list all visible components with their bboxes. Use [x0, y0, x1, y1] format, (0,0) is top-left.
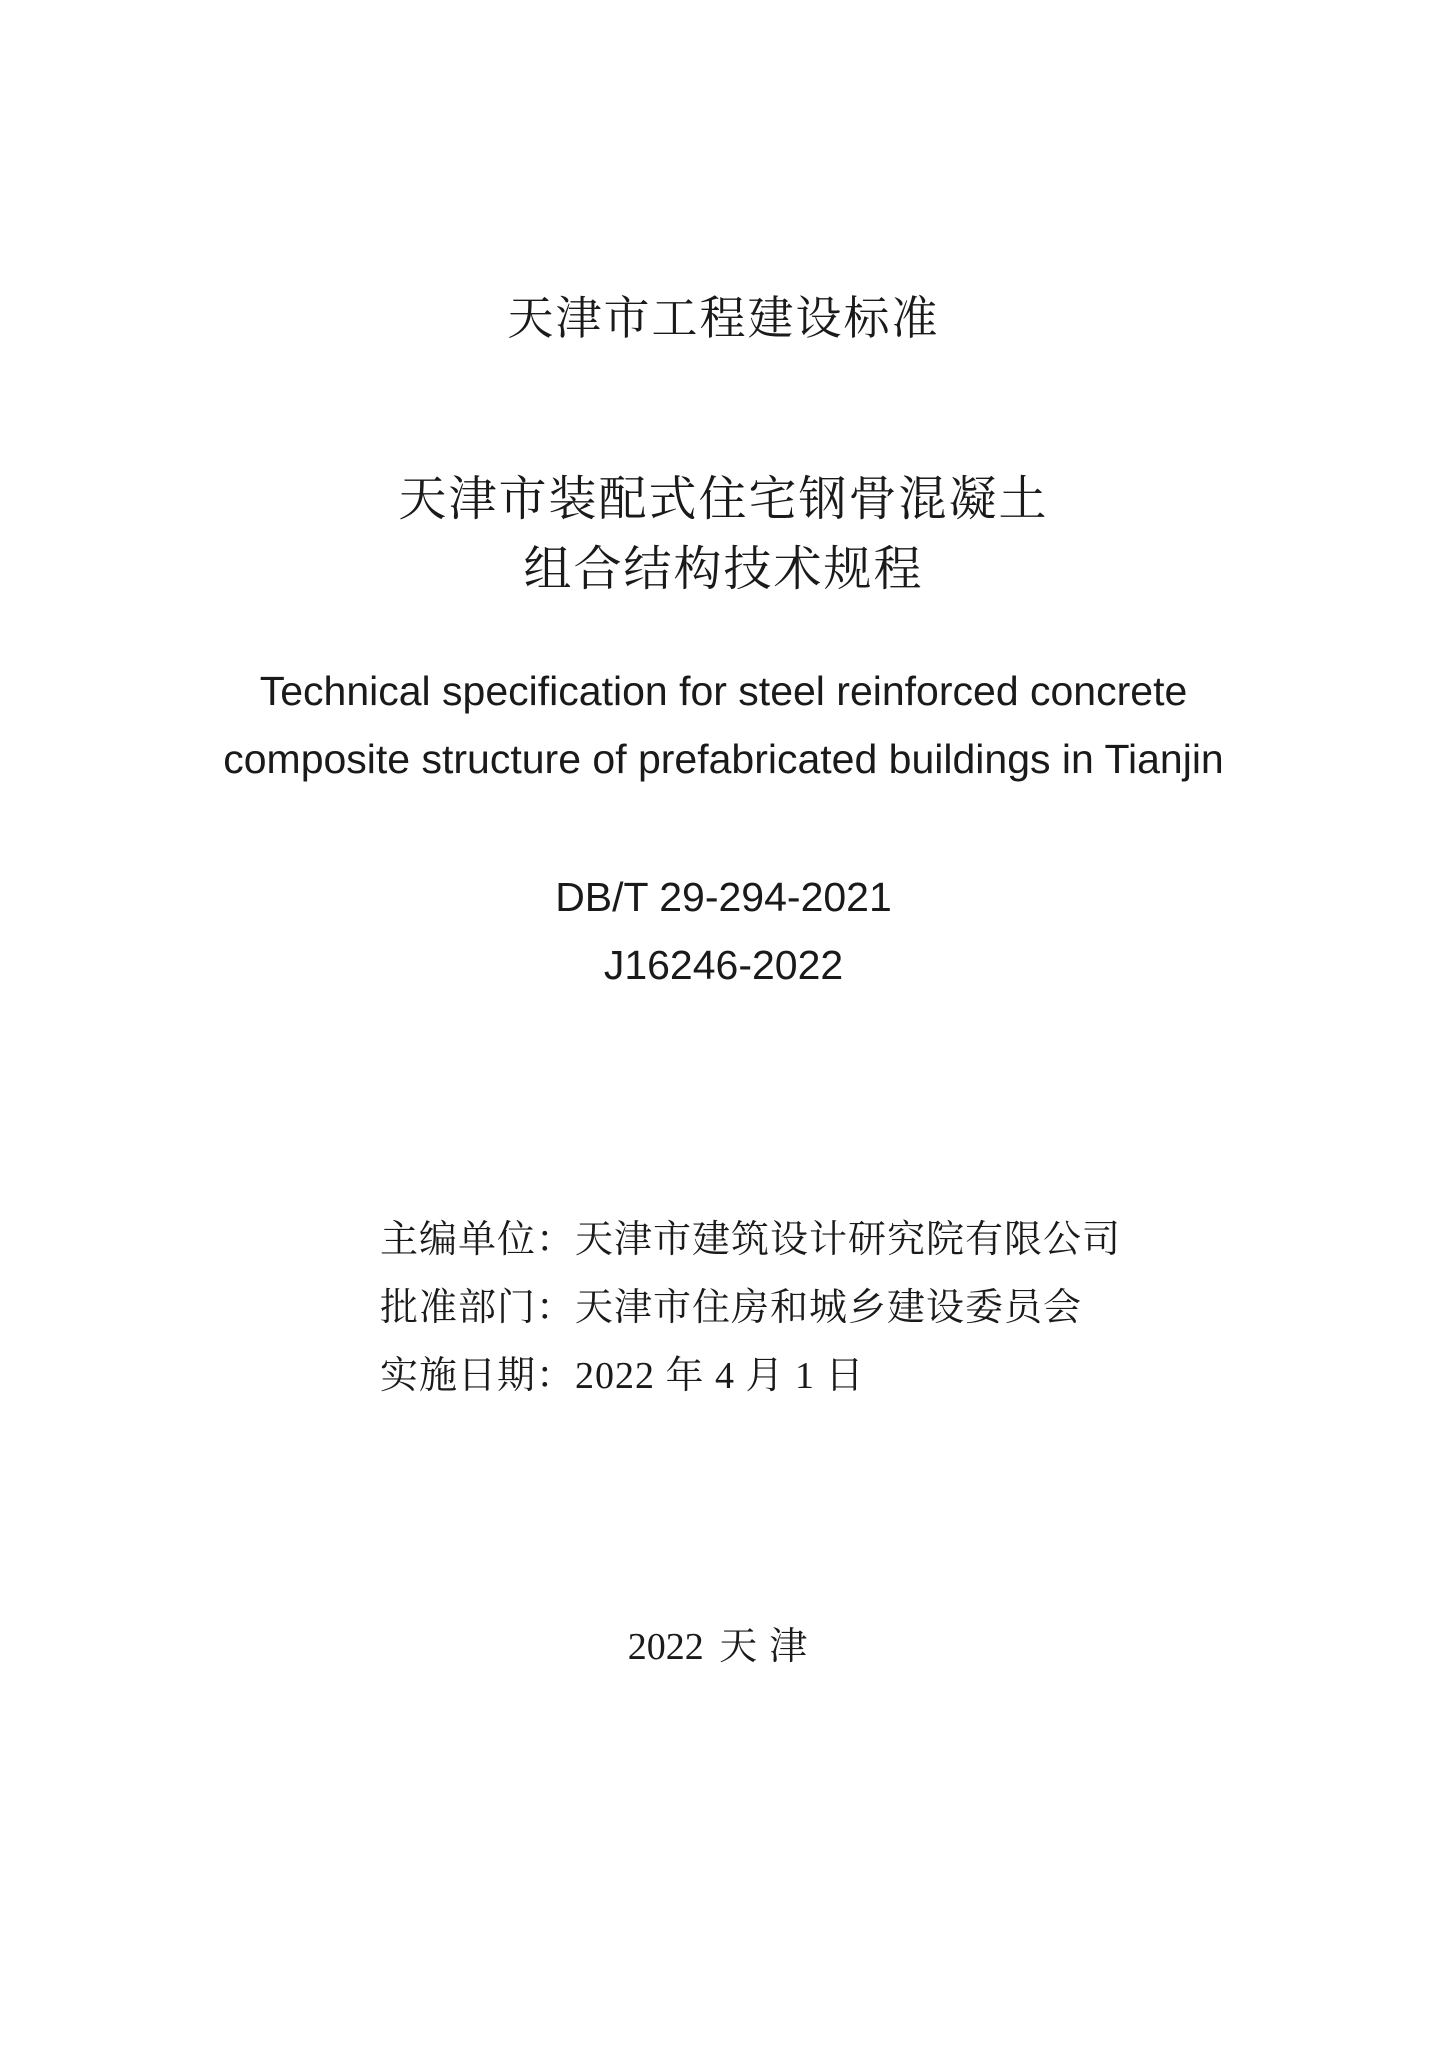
publication-footer [0, 1615, 1447, 1670]
record-number: J16246-2022 [603, 942, 844, 988]
approver-label: 批准部门： [380, 1287, 576, 1329]
footer-city: 天津 [719, 1626, 820, 1668]
editor-value: 天津市建筑设计研究院有限公司 [575, 1219, 1122, 1261]
effective-value: 2022 年 4 月 1 日 [575, 1355, 865, 1397]
editor-label: 主编单位： [380, 1219, 576, 1261]
footer-year: 2022 [627, 1626, 704, 1668]
title-en-line2: composite structure of prefabricated buildings in Tianjin [223, 736, 1224, 782]
title-cn-line1: 天津市装配式住宅钢骨混凝土 [398, 471, 1049, 527]
title-en-line1: Technical specification for steel reinforced concrete [259, 668, 1188, 714]
effective-date-row [380, 1344, 1280, 1399]
title-cn-line2: 组合结构技术规程 [523, 541, 924, 597]
standard-number: DB/T 29-294-2021 [555, 874, 892, 920]
approver-row [380, 1276, 1280, 1331]
effective-label: 实施日期： [380, 1355, 576, 1397]
editor-row [380, 1208, 1280, 1263]
approver-value: 天津市住房和城乡建设委员会 [575, 1287, 1083, 1329]
series-title: 天津市工程建设标准 [507, 291, 940, 345]
